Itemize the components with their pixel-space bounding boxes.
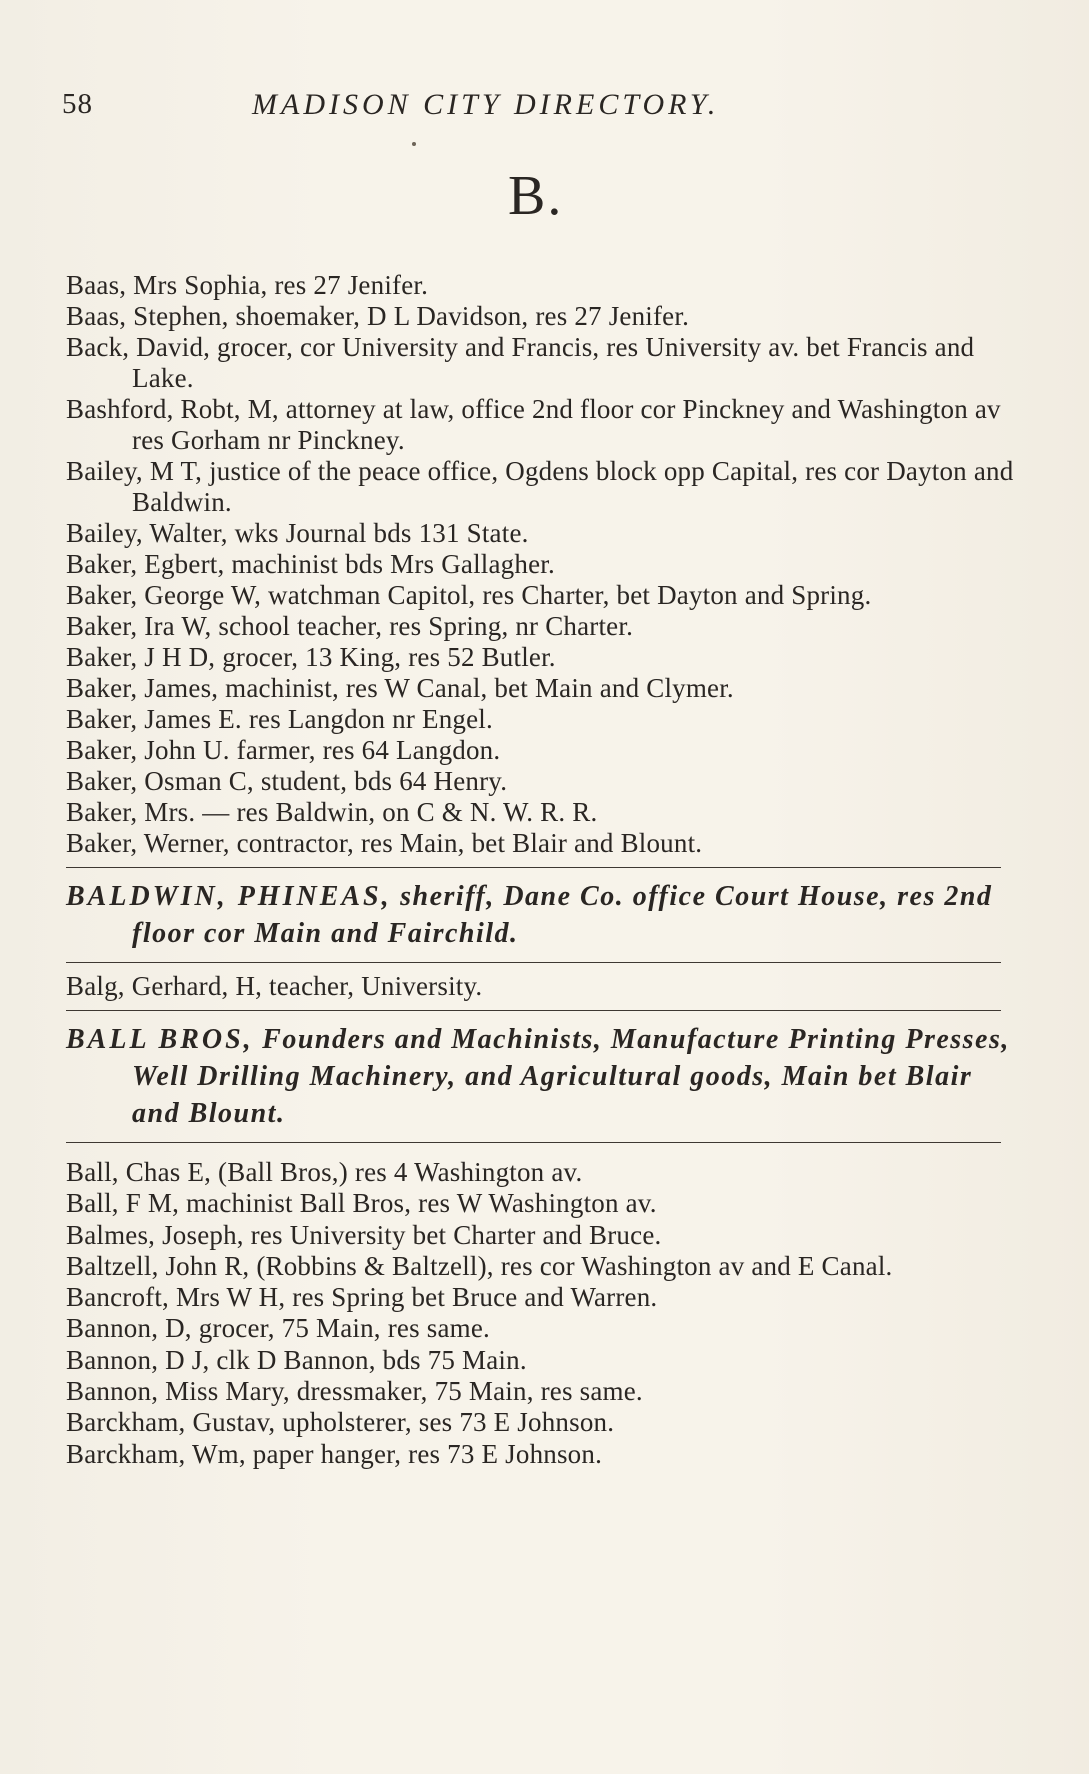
entry-line: Bannon, D J, clk D Bannon, bds 75 Main. xyxy=(66,1344,527,1375)
entry-line: Baker, George W, watchman Capitol, res Charter, bet Dayton and Spring. xyxy=(66,580,872,610)
entry-line: Barckham, Gustav, upholsterer, ses 73 E Johnson. xyxy=(66,1407,615,1438)
entry-line: Baker, John U. farmer, res 64 Langdon. xyxy=(66,735,501,765)
section-letter: B. xyxy=(508,165,564,227)
entry-line: Baker, James, machinist, res W Canal, bet Main and Clymer. xyxy=(66,673,734,703)
entry-line: Baker, Ira W, school teacher, res Spring, nr Charter. xyxy=(66,611,634,641)
entry-line: Baker, Egbert, machinist bds Mrs Gallagher. xyxy=(66,549,555,579)
feature-name: BALDWIN, PHINEAS, xyxy=(66,881,392,912)
entry-line: Baker, Mrs. — res Baldwin, on C & N. W. R. R. xyxy=(66,797,598,827)
feature-text: Founders and Machinists, Manufacture Printing Presses, Well Drilling Machinery, and Agricultural goods, Main bet Blair and Blount. xyxy=(132,1024,1010,1129)
entry-line: Baas, Stephen, shoemaker, D L Davidson, res 27 Jenifer. xyxy=(66,301,690,331)
feature-entry-baldwin xyxy=(66,878,1016,952)
entry-line: Baker, Werner, contractor, res Main, bet Blair and Blount. xyxy=(66,828,703,858)
entry-line: Baker, James E. res Langdon nr Engel. xyxy=(66,704,493,734)
entry-line: Balg, Gerhard, H, teacher, University. xyxy=(66,971,483,1001)
entry-line: Bannon, D, grocer, 75 Main, res same. xyxy=(66,1313,490,1344)
directory-entries xyxy=(66,270,1016,1470)
spacer xyxy=(66,963,1016,971)
feature-name: BALL BROS, xyxy=(66,1024,254,1055)
divider-rule xyxy=(66,867,1001,868)
entry-line: Bailey, Walter, wks Journal bds 131 State. xyxy=(66,518,529,548)
directory-entries-continued xyxy=(66,1157,1016,1470)
entry-line: Bailey, M T, justice of the peace office, Ogdens block opp Capital, res cor Dayton and Baldwin. xyxy=(66,456,1014,517)
entry-line: Ball, Chas E, (Ball Bros,) res 4 Washington av. xyxy=(66,1157,583,1187)
entry-line: Bancroft, Mrs W H, res Spring bet Bruce and Warren. xyxy=(66,1282,658,1313)
running-title: MADISON CITY DIRECTORY. xyxy=(252,88,720,121)
entry-line: Baas, Mrs Sophia, res 27 Jenifer. xyxy=(66,270,429,300)
spacer xyxy=(66,1143,1016,1157)
entry-line: Barckham, Wm, paper hanger, res 73 E Johnson. xyxy=(66,1438,603,1469)
entry-line: Back, David, grocer, cor University and Francis, res University av. bet Francis and Lake. xyxy=(66,332,975,393)
feature-entry-ball-bros xyxy=(66,1021,1016,1132)
entry-line: Baker, J H D, grocer, 13 King, res 52 Butler. xyxy=(66,642,556,672)
entry-line: Baltzell, John R, (Robbins & Baltzell), res cor Washington av and E Canal. xyxy=(66,1250,893,1281)
entry-line: Bashford, Robt, M, attorney at law, office 2nd floor cor Pinckney and Washington av res Gorham nr Pinckney. xyxy=(66,394,1001,455)
feature-text: sheriff, Dane Co. office Court House, res 2nd floor cor Main and Fairchild. xyxy=(132,881,993,949)
entry-line: Balmes, Joseph, res University bet Charter and Bruce. xyxy=(66,1219,662,1250)
page-number: 58 xyxy=(62,88,93,120)
entry-line: Bannon, Miss Mary, dressmaker, 75 Main, res same. xyxy=(66,1376,643,1407)
divider-rule xyxy=(66,1010,1001,1011)
ink-speck xyxy=(412,142,416,146)
entry-line: Ball, F M, machinist Ball Bros, res W Washington av. xyxy=(66,1188,657,1219)
page-header xyxy=(62,88,982,128)
entry-line: Baker, Osman C, student, bds 64 Henry. xyxy=(66,766,508,796)
